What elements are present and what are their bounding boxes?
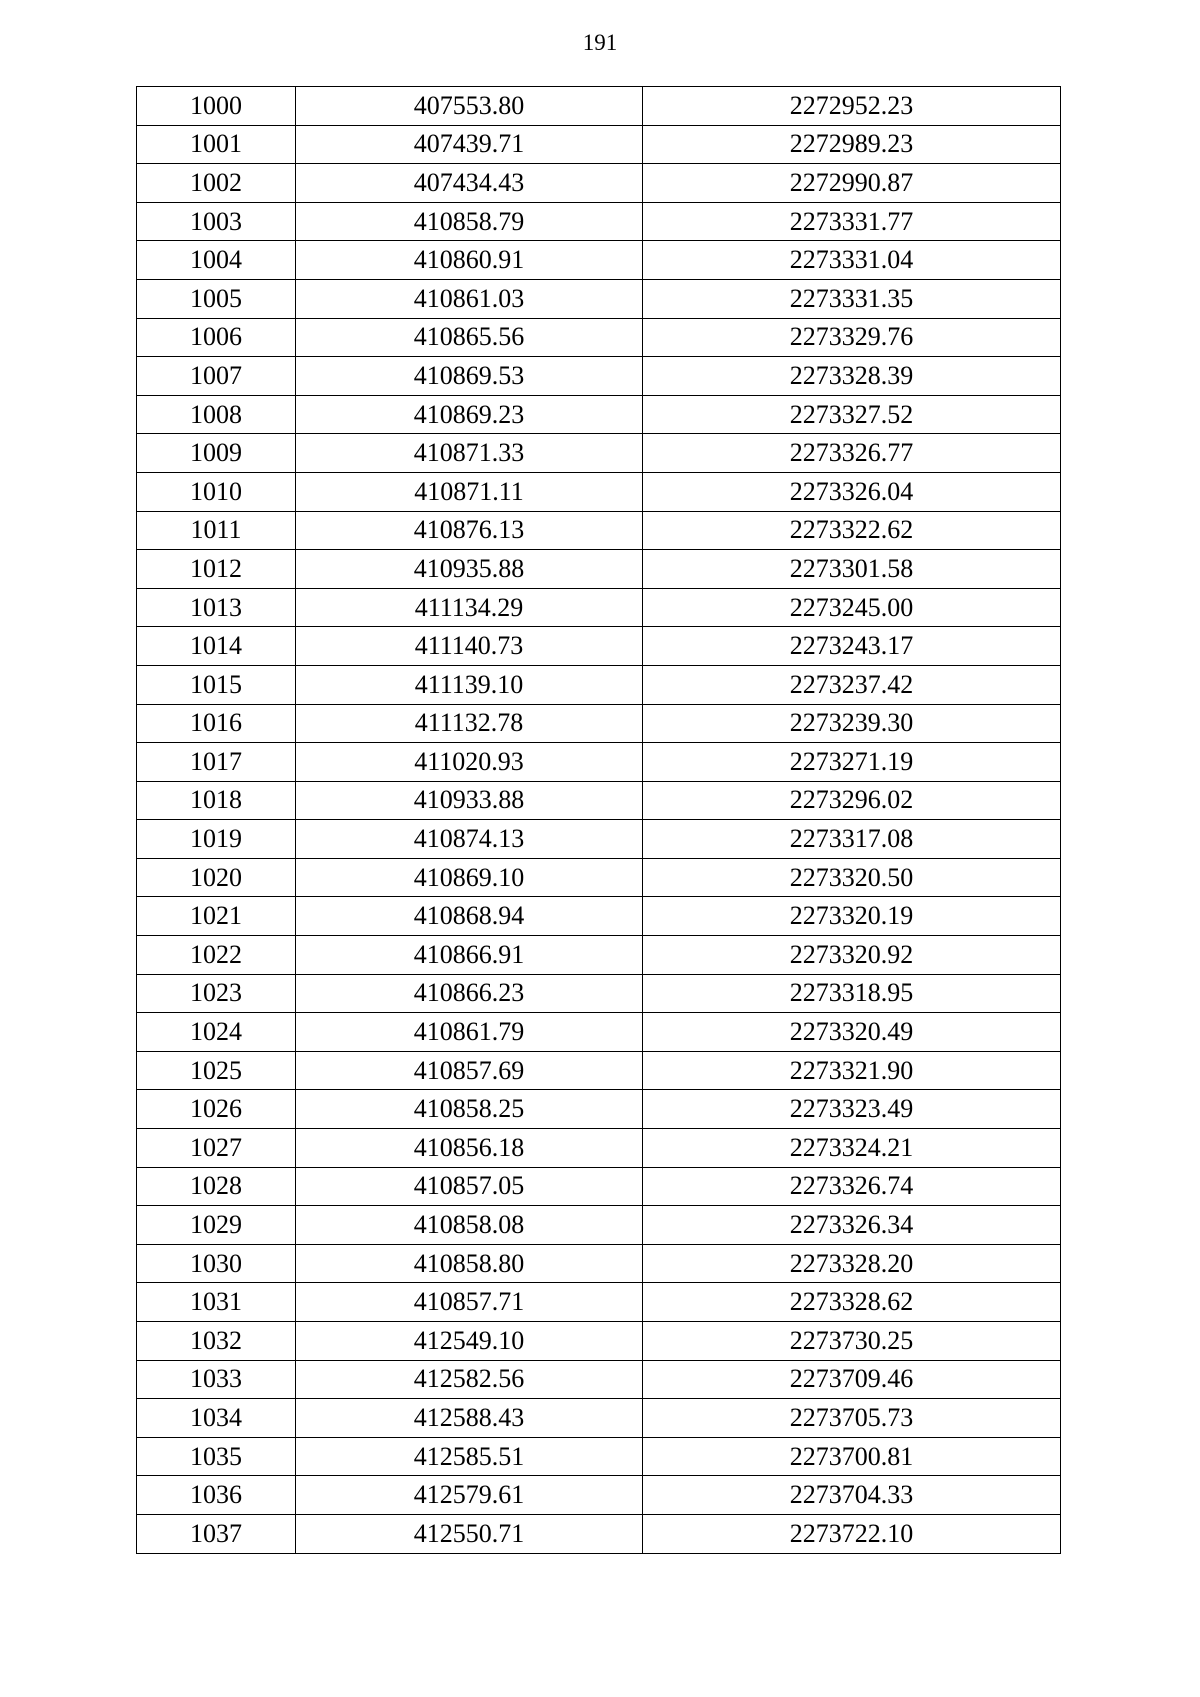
x-coordinate-cell: 410933.88 — [296, 781, 643, 820]
point-number-cell: 1019 — [137, 820, 296, 859]
point-number-cell: 1026 — [137, 1090, 296, 1129]
x-coordinate-cell: 410858.80 — [296, 1244, 643, 1283]
point-number-cell: 1000 — [137, 87, 296, 126]
x-coordinate-cell: 412588.43 — [296, 1399, 643, 1438]
y-coordinate-cell: 2273318.95 — [643, 974, 1061, 1013]
y-coordinate-cell: 2272952.23 — [643, 87, 1061, 126]
y-coordinate-cell: 2273320.50 — [643, 858, 1061, 897]
table-row — [137, 936, 1061, 975]
table-row — [137, 1360, 1061, 1399]
table-row — [137, 1437, 1061, 1476]
point-number-cell: 1001 — [137, 125, 296, 164]
x-coordinate-cell: 410860.91 — [296, 241, 643, 280]
point-number-cell: 1029 — [137, 1206, 296, 1245]
x-coordinate-cell: 411140.73 — [296, 627, 643, 666]
table-row — [137, 395, 1061, 434]
table-row — [137, 897, 1061, 936]
y-coordinate-cell: 2273301.58 — [643, 550, 1061, 589]
point-number-cell: 1030 — [137, 1244, 296, 1283]
point-number-cell: 1016 — [137, 704, 296, 743]
x-coordinate-cell: 410857.71 — [296, 1283, 643, 1322]
table-row — [137, 858, 1061, 897]
point-number-cell: 1011 — [137, 511, 296, 550]
y-coordinate-cell: 2273245.00 — [643, 588, 1061, 627]
x-coordinate-cell: 410858.25 — [296, 1090, 643, 1129]
point-number-cell: 1004 — [137, 241, 296, 280]
point-number-cell: 1010 — [137, 472, 296, 511]
y-coordinate-cell: 2273328.62 — [643, 1283, 1061, 1322]
point-number-cell: 1018 — [137, 781, 296, 820]
table-row — [137, 434, 1061, 473]
y-coordinate-cell: 2273320.19 — [643, 897, 1061, 936]
x-coordinate-cell: 410935.88 — [296, 550, 643, 589]
table-row — [137, 588, 1061, 627]
point-number-cell: 1025 — [137, 1051, 296, 1090]
table-row — [137, 1283, 1061, 1322]
x-coordinate-cell: 407439.71 — [296, 125, 643, 164]
point-number-cell: 1028 — [137, 1167, 296, 1206]
x-coordinate-cell: 407553.80 — [296, 87, 643, 126]
point-number-cell: 1027 — [137, 1129, 296, 1168]
y-coordinate-cell: 2273322.62 — [643, 511, 1061, 550]
table-row — [137, 1322, 1061, 1361]
y-coordinate-cell: 2273705.73 — [643, 1399, 1061, 1438]
point-number-cell: 1009 — [137, 434, 296, 473]
y-coordinate-cell: 2273328.20 — [643, 1244, 1061, 1283]
table-row — [137, 164, 1061, 203]
y-coordinate-cell: 2273239.30 — [643, 704, 1061, 743]
y-coordinate-cell: 2273326.34 — [643, 1206, 1061, 1245]
coordinates-table — [136, 86, 1061, 1554]
table-row — [137, 627, 1061, 666]
table-row — [137, 87, 1061, 126]
table-row — [137, 1129, 1061, 1168]
y-coordinate-cell: 2273317.08 — [643, 820, 1061, 859]
y-coordinate-cell: 2273320.92 — [643, 936, 1061, 975]
y-coordinate-cell: 2273730.25 — [643, 1322, 1061, 1361]
table-row — [137, 704, 1061, 743]
x-coordinate-cell: 411132.78 — [296, 704, 643, 743]
y-coordinate-cell: 2273327.52 — [643, 395, 1061, 434]
table-row — [137, 125, 1061, 164]
x-coordinate-cell: 410869.10 — [296, 858, 643, 897]
x-coordinate-cell: 410871.11 — [296, 472, 643, 511]
y-coordinate-cell: 2273722.10 — [643, 1514, 1061, 1553]
table-row — [137, 743, 1061, 782]
x-coordinate-cell: 410866.91 — [296, 936, 643, 975]
x-coordinate-cell: 411134.29 — [296, 588, 643, 627]
x-coordinate-cell: 412585.51 — [296, 1437, 643, 1476]
x-coordinate-cell: 410857.69 — [296, 1051, 643, 1090]
point-number-cell: 1020 — [137, 858, 296, 897]
x-coordinate-cell: 410865.56 — [296, 318, 643, 357]
table-row — [137, 550, 1061, 589]
x-coordinate-cell: 410874.13 — [296, 820, 643, 859]
y-coordinate-cell: 2272990.87 — [643, 164, 1061, 203]
y-coordinate-cell: 2273331.77 — [643, 202, 1061, 241]
table-row — [137, 1013, 1061, 1052]
x-coordinate-cell: 410869.23 — [296, 395, 643, 434]
table-row — [137, 357, 1061, 396]
x-coordinate-cell: 410861.03 — [296, 279, 643, 318]
table-row — [137, 1090, 1061, 1129]
table-row — [137, 241, 1061, 280]
point-number-cell: 1033 — [137, 1360, 296, 1399]
page-number: 191 — [582, 30, 618, 55]
table-row — [137, 820, 1061, 859]
point-number-cell: 1024 — [137, 1013, 296, 1052]
x-coordinate-cell: 412582.56 — [296, 1360, 643, 1399]
y-coordinate-cell: 2273271.19 — [643, 743, 1061, 782]
point-number-cell: 1035 — [137, 1437, 296, 1476]
y-coordinate-cell: 2273237.42 — [643, 665, 1061, 704]
y-coordinate-cell: 2273331.04 — [643, 241, 1061, 280]
point-number-cell: 1003 — [137, 202, 296, 241]
table-row — [137, 1051, 1061, 1090]
table-row — [137, 1399, 1061, 1438]
y-coordinate-cell: 2273331.35 — [643, 279, 1061, 318]
y-coordinate-cell: 2273328.39 — [643, 357, 1061, 396]
x-coordinate-cell: 410866.23 — [296, 974, 643, 1013]
y-coordinate-cell: 2273700.81 — [643, 1437, 1061, 1476]
table-row — [137, 472, 1061, 511]
table-row — [137, 1244, 1061, 1283]
y-coordinate-cell: 2273326.74 — [643, 1167, 1061, 1206]
table-row — [137, 974, 1061, 1013]
point-number-cell: 1008 — [137, 395, 296, 434]
table-row — [137, 781, 1061, 820]
point-number-cell: 1034 — [137, 1399, 296, 1438]
point-number-cell: 1032 — [137, 1322, 296, 1361]
point-number-cell: 1031 — [137, 1283, 296, 1322]
point-number-cell: 1023 — [137, 974, 296, 1013]
x-coordinate-cell: 410869.53 — [296, 357, 643, 396]
y-coordinate-cell: 2273320.49 — [643, 1013, 1061, 1052]
x-coordinate-cell: 412549.10 — [296, 1322, 643, 1361]
x-coordinate-cell: 412550.71 — [296, 1514, 643, 1553]
point-number-cell: 1014 — [137, 627, 296, 666]
y-coordinate-cell: 2273243.17 — [643, 627, 1061, 666]
table-row — [137, 665, 1061, 704]
table-row — [137, 279, 1061, 318]
x-coordinate-cell: 410856.18 — [296, 1129, 643, 1168]
x-coordinate-cell: 410858.79 — [296, 202, 643, 241]
y-coordinate-cell: 2273326.04 — [643, 472, 1061, 511]
table-row — [137, 1206, 1061, 1245]
point-number-cell: 1002 — [137, 164, 296, 203]
x-coordinate-cell: 411020.93 — [296, 743, 643, 782]
point-number-cell: 1036 — [137, 1476, 296, 1515]
y-coordinate-cell: 2273326.77 — [643, 434, 1061, 473]
x-coordinate-cell: 410861.79 — [296, 1013, 643, 1052]
point-number-cell: 1007 — [137, 357, 296, 396]
table-row — [137, 511, 1061, 550]
y-coordinate-cell: 2273704.33 — [643, 1476, 1061, 1515]
y-coordinate-cell: 2273329.76 — [643, 318, 1061, 357]
point-number-cell: 1012 — [137, 550, 296, 589]
x-coordinate-cell: 410871.33 — [296, 434, 643, 473]
point-number-cell: 1021 — [137, 897, 296, 936]
table-row — [137, 318, 1061, 357]
x-coordinate-cell: 411139.10 — [296, 665, 643, 704]
y-coordinate-cell: 2273709.46 — [643, 1360, 1061, 1399]
coordinates-table-body — [137, 87, 1061, 1554]
point-number-cell: 1037 — [137, 1514, 296, 1553]
point-number-cell: 1015 — [137, 665, 296, 704]
point-number-cell: 1022 — [137, 936, 296, 975]
x-coordinate-cell: 410876.13 — [296, 511, 643, 550]
y-coordinate-cell: 2273324.21 — [643, 1129, 1061, 1168]
x-coordinate-cell: 410868.94 — [296, 897, 643, 936]
table-row — [137, 1514, 1061, 1553]
x-coordinate-cell: 410857.05 — [296, 1167, 643, 1206]
y-coordinate-cell: 2272989.23 — [643, 125, 1061, 164]
y-coordinate-cell: 2273323.49 — [643, 1090, 1061, 1129]
table-row — [137, 1476, 1061, 1515]
table-row — [137, 202, 1061, 241]
x-coordinate-cell: 407434.43 — [296, 164, 643, 203]
table-row — [137, 1167, 1061, 1206]
point-number-cell: 1006 — [137, 318, 296, 357]
point-number-cell: 1005 — [137, 279, 296, 318]
point-number-cell: 1013 — [137, 588, 296, 627]
x-coordinate-cell: 412579.61 — [296, 1476, 643, 1515]
y-coordinate-cell: 2273321.90 — [643, 1051, 1061, 1090]
y-coordinate-cell: 2273296.02 — [643, 781, 1061, 820]
point-number-cell: 1017 — [137, 743, 296, 782]
x-coordinate-cell: 410858.08 — [296, 1206, 643, 1245]
